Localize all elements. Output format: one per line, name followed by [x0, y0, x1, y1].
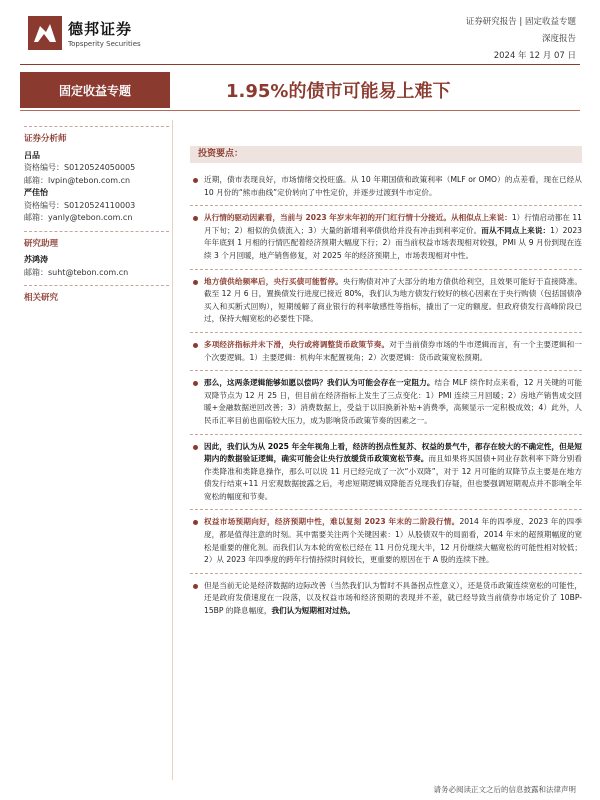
company-logo [28, 16, 141, 50]
analyst-cert: 资格编号：S0120524110003 [24, 200, 136, 210]
point-divider [190, 332, 582, 333]
disclaimer-footer: 请务必阅读正文之后的信息披露和法律声明 [433, 785, 576, 794]
analyst-heading: 证券分析师 [24, 134, 67, 144]
key-point: 从行情的驱动因素看，当前与 2023 年岁末年初的开门红行情十分接近。从相似点上来说：1）行情启动都在 11 月下旬；2）相似的负债流入；3）大量的新增利率债供给并没有冲击到利率定价。而从不同点上来说：1）2023 年年底到 1 月相的行情匹配着经济预期大幅度下行；2）而当前权益市场表现相对较强，PMI 从 9 月份到现在连续 3 个月回暖，地产销售修复，对 2025 年的经济预期上，市场表现相对中性。 [190, 212, 582, 262]
point-divider [190, 434, 582, 435]
logo-name-cn: 德邦证券 [68, 20, 133, 38]
analyst-name: 严佳怡 [24, 188, 48, 197]
sidebar-divider [24, 126, 169, 127]
bullet-icon [193, 178, 198, 183]
point-divider [190, 205, 582, 206]
report-header-info [466, 14, 576, 65]
key-points [190, 174, 582, 618]
related-research-heading: 相关研究 [24, 293, 59, 303]
assistant-heading: 研究助理 [24, 238, 59, 249]
report-title: 1.95%的债市可能易上难下 [226, 81, 451, 102]
logo-emblem-icon [28, 16, 62, 50]
key-point: 多项经济指标并未下滑，央行或将调整货币政策节奏。对于当前债券市场的牛市逻辑而言，有一个主要逻辑和一个次要逻辑。1）主要逻辑：机构年末配置视角；2）次要逻辑：货币政策宽松预期。 [190, 339, 582, 364]
assistant-name: 苏鸿涛 [24, 255, 48, 264]
summary-heading: 投资要点： [190, 146, 582, 163]
bullet-icon [193, 280, 198, 285]
logo-name-en: Topsperity Securities [68, 40, 141, 48]
bullet-icon [193, 343, 198, 348]
key-point: 近期，债市表现良好，市场情绪交投旺盛。从 10 年期国债和政策利率（MLF or OMO）的点差看，现在已经从 10 月份的“熊市曲线”定价转向了中性定价，并逐步过渡到牛市定价。 [190, 174, 582, 199]
analyst-entry [24, 150, 169, 188]
analyst-entry [24, 187, 169, 225]
point-divider [190, 269, 582, 270]
key-point: 地方债供给频率后，央行买债可能暂停。央行购债对冲了大部分的地方债供给利空，且效果可能好于直接降准。截至 12 月 6 日，置换债发行进度已接近 80%，我们认为地方债发行较好的核心因素在于央行购债（包括国债净买入和买断式回购），短期缓解了商业银行的利率敏感性等指标，撬出了一定的额度。但政府债发行高峰阶段已过，保持大幅宽松的必要性下降。 [190, 276, 582, 326]
analyst-cert: 资格编号：S0120524050005 [24, 163, 136, 172]
bullet-icon [193, 216, 198, 221]
assistant-email[interactable]: 邮箱：suht@tebon.com.cn [24, 267, 129, 277]
column-divider [172, 120, 173, 780]
key-point: 但是当前无论是经济数据的边际改善（当然我们认为暂时不具备拐点性意义），还是货币政策连续宽松的可能性，还是政府发债速度在一段落，以及权益市场和经济预期的表现并不差，就已经导致当前债券市场定价了 10BP-15BP 的降息幅度，我们认为短期相对过热。 [190, 580, 582, 618]
bullet-icon [193, 520, 198, 525]
point-divider [190, 509, 582, 510]
category-band: 固定收益专题 [20, 72, 170, 108]
analyst-email[interactable]: 邮箱：lvpin@tebon.com.cn [24, 175, 131, 185]
title-divider [20, 110, 580, 111]
key-point: 权益市场预期向好，经济预期中性，难以复刻 2023 年末的二阶段行情。2014 年的四季度、2023 年的四季度，都是值得注意的时刻。其中需要关注两个关键因素：1）从股债双牛的局面看，2014 年末的超预期幅度的宽松是重要的催化剂。而我们认为本轮的宽松已经在 11 月份兑现大半，12 月份继续大幅宽松的可能性相对较低；2）从 2023 年四季度的跨年行情持续时间较长，更重要的原因在于 A 股的连续下挫。 [190, 516, 582, 566]
report-subtype: 深度报告 [541, 34, 576, 44]
key-point: 那么，这两条逻辑能够如愿以偿吗？我们认为可能会存在一定阻力。结合 MLF 续作时点来看，12 月关键的可能双降节点为 12 月 25 日，但目前在经济指标上发生了三点变化：1）PMI 连续三月回暖；2）房地产销售成交回暖+金融数据逆回改善；3）消费数据上，受益于以旧换新补贴+消费季，高频显示一定积极成效；4）此外，人民币汇率目前也面临较大压力，成为影响货币政策节奏的因素之一。 [190, 377, 582, 427]
sidebar-divider [24, 231, 169, 232]
top-divider [20, 64, 580, 65]
analyst-name: 吕品 [24, 150, 40, 160]
report-date: 2024 年 12 月 07 日 [493, 51, 576, 61]
sidebar-divider [24, 285, 169, 286]
bullet-icon [193, 584, 198, 589]
point-divider [190, 573, 582, 574]
bullet-icon [193, 381, 198, 386]
point-divider [190, 370, 582, 371]
key-point: 因此，我们认为从 2025 年全年视角上看，经济的拐点性复苏、权益的景气牛，都存在较大的不确定性，但是短期内的数据验证逻辑，确实可能会让央行放缓货币政策宽松节奏。而且如果将买国债+同业存款利率下降分别看作类降准和类降息操作，那么可以说 11 月已经完成了一次“小双降”，对于 12 月可能的双降节点主要是在地方债发行结束+11 月宏观数据披露之后，考虑短期逻辑双降能否兑现我们存疑，但也要强调短期观点并不影响全年宽松的幅度和节奏。 [190, 441, 582, 504]
analyst-email[interactable]: 邮箱：yanly@tebon.com.cn [24, 213, 133, 222]
report-type: 证券研究报告 | 固定收益专题 [465, 17, 576, 27]
sidebar [24, 120, 169, 309]
bullet-icon [193, 445, 198, 450]
